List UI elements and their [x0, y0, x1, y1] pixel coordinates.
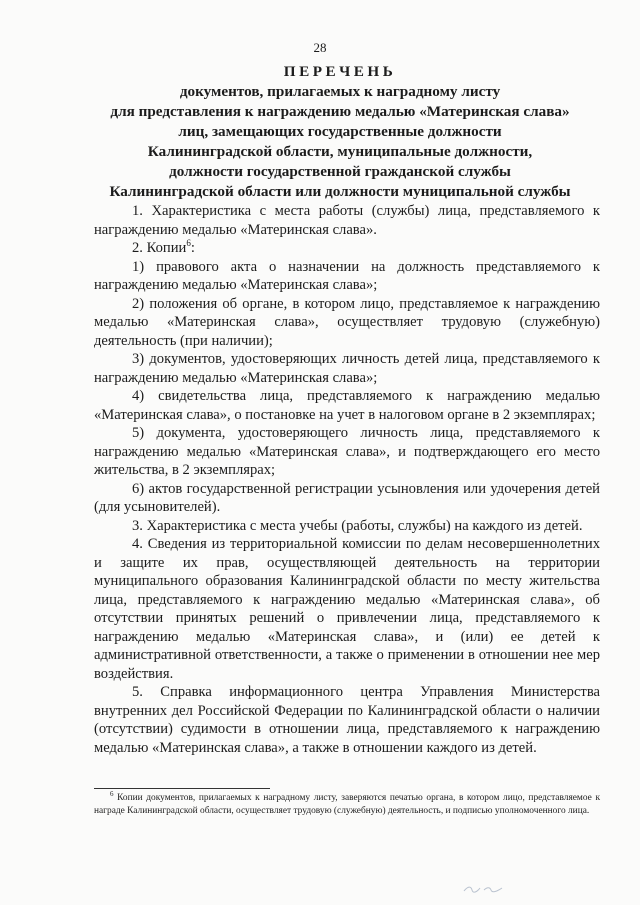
heading-line: документов, прилагаемых к наградному листу [179, 83, 501, 100]
sub-item-6: 6) актов государственной регистрации усыновления или удочерения детей (для усыновителей). [94, 480, 600, 515]
list-item-2-text: 2. Копии [132, 240, 187, 256]
footnote-text [94, 789, 600, 818]
list-item-1: 1. Характеристика с места работы (службы) лица, представляемого к награждению медалью «Материнская слава». [94, 203, 600, 238]
list-item-2-colon: : [190, 240, 195, 256]
page-number: 28 [313, 40, 327, 55]
heading-line: лиц, замещающих государственные должности [178, 123, 502, 140]
document-body [94, 202, 600, 757]
footnote-body: Копии документов, прилагаемых к наградному листу, заверяются печатью органа, в котором лицо, представляемое к награде Калининградской области, осуществляет трудовую (служебную) деятельность, и подписью уполномоченного лица. [94, 793, 600, 816]
footnote-reference[interactable]: 6 [186, 238, 191, 249]
list-item-3: 3. Характеристика с места учебы (работы, службы) на каждого из детей. [132, 517, 583, 534]
sub-item-1: 1) правового акта о назначении на должность представляемого к награждению медалью «Материнская слава»; [94, 258, 600, 293]
sub-item-5: 5) документа, удостоверяющего личность лица, представляемого к награждению медалью «Материнская слава», и подтверждающего его место жительства, в 2 экземплярах; [94, 425, 600, 478]
heading-line: Калининградской области, муниципальные должности, [147, 143, 533, 160]
list-item-5: 5. Справка информационного центра Управления Министерства внутренних дел Российской Федерации по Калининградской области о наличии (отсутствии) судимости в отношении лица, представляемого к награждению медалью «Материнская слава», а также в отношении каждого из детей. [94, 684, 600, 756]
heading-line: Калининградской области или должности муниципальной службы [109, 183, 571, 200]
list-item-4: 4. Сведения из территориальной комиссии по делам несовершеннолетних и защите их прав, осуществляющей деятельность на территории муниципального образования Калининградской области по месту жительства лица, представляемого к награждению медалью «Материнская слава», об отсутствии принятых решений о привлечении лица, представляемого к награждению медалью «Материнская слава», и (или) ее детей к административной ответственности, а также о применении в отношении нее мер воздействия. [94, 536, 600, 682]
footnote [94, 789, 600, 818]
sub-item-4: 4) свидетельства лица, представляемого к награждению медалью «Материнская слава», о постановке на учет в налоговом органе в 2 экземплярах; [94, 388, 600, 423]
faint-initials-mark [462, 884, 504, 894]
footnote-divider [94, 788, 270, 789]
heading-line: должности государственной гражданской службы [169, 163, 511, 180]
document-heading [80, 62, 600, 202]
heading-title: ПЕРЕЧЕНЬ [283, 63, 397, 80]
sub-item-2: 2) положения об органе, в котором лицо, представляемое к награждению медалью «Материнская слава», осуществляет трудовую (служебную) деятельность (при наличии); [94, 295, 600, 349]
footnote-mark: 6 [110, 789, 114, 798]
heading-line: для представления к награждению медалью «Материнская слава» [110, 103, 570, 120]
sub-item-3: 3) документов, удостоверяющих личность детей лица, представляемого к награждению медалью «Материнская слава»; [94, 351, 600, 386]
list-item-2 [94, 239, 600, 258]
